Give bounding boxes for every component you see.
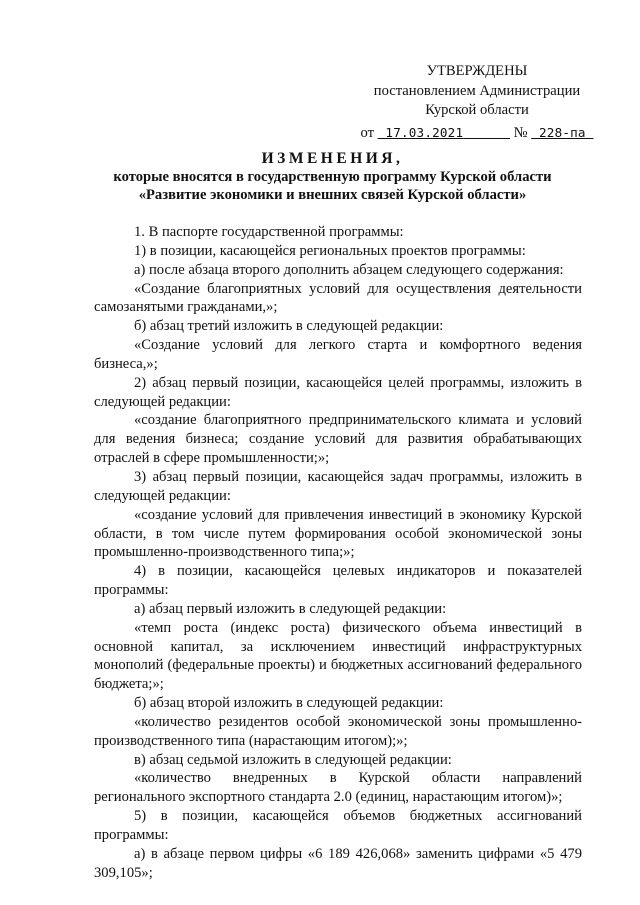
paragraph: а) после абзаца второго дополнить абзацем следующего содержания: — [134, 261, 564, 278]
paragraph: «создание условий для привлечения инвестиций в экономику Курской области, в том числе путем формирования особой экономической зоны промышленно-производственного типа;»; — [94, 506, 582, 561]
heading-line-2: «Развитие экономики и внешних связей Курской области» — [138, 187, 527, 203]
heading-title: ИЗМЕНЕНИЯ, — [261, 150, 404, 167]
paragraph: «создание благоприятного предпринимательского климата и условий для ведения бизнеса; создание условий для развития обрабатывающих отраслей в сфере промышленности;»; — [94, 412, 582, 467]
approval-stamp — [352, 62, 602, 143]
paragraph: «количество резидентов особой экономической зоны промышленно-производственного типа (нарастающим итогом);»; — [94, 713, 582, 749]
paragraph: 1) в позиции, касающейся региональных проектов программы: — [134, 242, 526, 259]
heading-line-1: которые вносятся в государственную программу Курской области — [113, 169, 552, 185]
number-label: № — [513, 124, 528, 141]
paragraph: а) в абзаце первом цифры «6 189 426,068» заменить цифрами «5 479 309,105»; — [94, 845, 582, 881]
approval-date-row — [352, 123, 602, 144]
paragraph: б) абзац второй изложить в следующей редакции: — [134, 695, 444, 712]
approval-line-1: постановлением Администрации — [373, 82, 581, 99]
paragraph: 5) в позиции, касающейся объемов бюджетных ассигнований программы: — [94, 808, 582, 843]
approval-date: 17.03.2021 — [385, 124, 464, 140]
paragraph: «количество внедренных в Курской области направлений регионального экспортного стандарта 2.0 (единиц, нарастающим итогом)»; — [94, 770, 582, 806]
paragraph: 1. В паспорте государственной программы: — [134, 224, 404, 240]
approval-number: 228-па — [539, 124, 586, 140]
document-body — [94, 223, 582, 883]
paragraph: а) абзац первый изложить в следующей редакции: — [134, 600, 447, 617]
paragraph: 3) абзац первый позиции, касающейся задач программы, изложить в следующей редакции: — [94, 468, 582, 504]
approval-line-2: Курской области — [425, 102, 529, 118]
from-label: от — [360, 124, 374, 141]
approval-title: УТВЕРЖДЕНЫ — [426, 63, 528, 79]
paragraph: 4) в позиции, касающейся целевых индикаторов и показателей программы: — [94, 563, 582, 599]
paragraph: «темп роста (индекс роста) физического объема инвестиций в основной капитал, за исключением инвестиций инфраструктурных монополий (федеральные проекты) и бюджетных ассигнований федерального бюджета;»; — [94, 619, 582, 693]
document-heading — [95, 150, 570, 204]
paragraph: в) абзац седьмой изложить в следующей редакции: — [134, 751, 452, 768]
paragraph: 2) абзац первый позиции, касающейся целей программы, изложить в следующей редакции: — [94, 374, 582, 410]
paragraph: б) абзац третий изложить в следующей редакции: — [134, 318, 444, 335]
paragraph: «Создание благоприятных условий для осуществления деятельности самозанятыми гражданами,»; — [94, 280, 582, 316]
paragraph: «Создание условий для легкого старта и комфортного ведения бизнеса,»; — [94, 337, 582, 372]
